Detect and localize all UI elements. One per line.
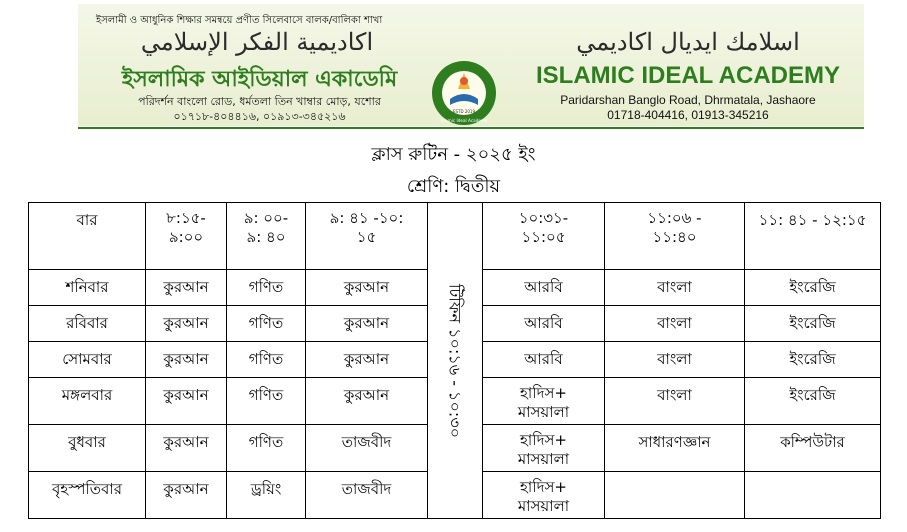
subject-cell: কুরআন bbox=[146, 342, 227, 378]
tiffin-break-column bbox=[428, 203, 483, 519]
subject-cell: ইংরেজি bbox=[745, 306, 881, 342]
subject-cell: আরবি bbox=[483, 342, 605, 378]
subject-cell: কুরআন bbox=[146, 425, 227, 472]
arabic-name-left: ﺍﻛﺎﺩﻳﻤﻴﺔ ﺍﻟﻔﻜﺮ ﺍﻹﺳﻼﻣﻲ bbox=[140, 28, 374, 56]
subject-cell: বাংলা bbox=[605, 378, 745, 425]
header-period-4: ১০:৩১- ১১:০৫ bbox=[483, 203, 605, 270]
logo-text: Islamic Ideal Academy bbox=[440, 118, 488, 123]
subject-cell bbox=[605, 472, 745, 519]
day-cell: সোমবার bbox=[29, 342, 146, 378]
subject-cell: আরবি bbox=[483, 306, 605, 342]
day-cell: শনিবার bbox=[29, 270, 146, 306]
header-day: বার bbox=[29, 203, 146, 270]
academy-name-bangla: ইসলামিক আইডিয়াল একাডেমি bbox=[121, 67, 398, 92]
day-cell: বৃহস্পতিবার bbox=[29, 472, 146, 519]
class-label: শ্রেণি: দ্বিতীয় bbox=[406, 176, 501, 197]
subject-cell: কুরআন bbox=[306, 306, 428, 342]
subject-cell: গণিত bbox=[227, 306, 306, 342]
academy-name-english: ISLAMIC IDEAL ACADEMY bbox=[535, 62, 840, 89]
subject-cell: কুরআন bbox=[306, 270, 428, 306]
subject-cell: বাংলা bbox=[605, 342, 745, 378]
subject-cell: হাদিস+ মাসয়ালা bbox=[483, 472, 605, 519]
subject-cell: কুরআন bbox=[146, 306, 227, 342]
day-cell: বুধবার bbox=[29, 425, 146, 472]
day-cell: রবিবার bbox=[29, 306, 146, 342]
subject-cell: ড্রয়িং bbox=[227, 472, 306, 519]
routine-table bbox=[28, 202, 881, 519]
subject-cell: আরবি bbox=[483, 270, 605, 306]
header-period-1: ৮:১৫- ৯:০০ bbox=[146, 203, 227, 270]
subject-cell: হাদিস+ মাসয়ালা bbox=[483, 378, 605, 425]
subject-cell: কুরআন bbox=[306, 342, 428, 378]
subject-cell: তাজবীদ bbox=[306, 425, 428, 472]
subject-cell: গণিত bbox=[227, 342, 306, 378]
address-english: Paridarshan Banglo Road, Dhrmatala, Jashaore bbox=[560, 93, 816, 107]
table-header-row bbox=[29, 203, 881, 270]
subject-cell: কুরআন bbox=[306, 378, 428, 425]
subject-cell: হাদিস+ মাসয়ালা bbox=[483, 425, 605, 472]
header-banner bbox=[78, 4, 864, 126]
subject-cell: তাজবীদ bbox=[306, 472, 428, 519]
subject-cell: গণিত bbox=[227, 270, 306, 306]
arabic-name-right: ﺍﺳﻼﻣﻚ ﺍﻳﺪﻳﺎﻝ ﺍﻛﺎﺩﻳﻤﻲ bbox=[576, 28, 800, 56]
header-period-3: ৯: ৪১ -১০: ১৫ bbox=[306, 203, 428, 270]
subject-cell: ইংরেজি bbox=[745, 378, 881, 425]
subject-cell bbox=[745, 472, 881, 519]
phone-bangla: ০১৭১৮-৪০৪৪১৬, ০১৯১৩-৩৪৫২১৬ bbox=[173, 110, 346, 123]
subject-cell: কুরআন bbox=[146, 472, 227, 519]
subject-cell: কম্পিউটার bbox=[745, 425, 881, 472]
subject-cell: ইংরেজি bbox=[745, 342, 881, 378]
day-cell: মঙ্গলবার bbox=[29, 378, 146, 425]
header-period-5: ১১:০৬ - ১১:৪০ bbox=[605, 203, 745, 270]
routine-title: ক্লাস রুটিন - ২০২৫ ইং bbox=[371, 144, 536, 165]
subject-cell: সাধারণজ্ঞান bbox=[605, 425, 745, 472]
header-divider bbox=[78, 127, 864, 129]
header-period-2: ৯: ০০- ৯: ৪০ bbox=[227, 203, 306, 270]
address-bangla: পরিদর্শন বাংলো রোড, ধর্মতলা তিন খাম্বার মোড়, যশোর bbox=[138, 95, 381, 108]
subject-cell: কুরআন bbox=[146, 378, 227, 425]
subject-cell: গণিত bbox=[227, 378, 306, 425]
subject-cell: গণিত bbox=[227, 425, 306, 472]
tiffin-label: টিফিন ১০:১৬ - ১০:৩০ bbox=[445, 283, 465, 438]
academy-logo bbox=[430, 59, 498, 127]
header-tagline: ইসলামী ও আধুনিক শিক্ষার সমন্বয়ে প্রণীত সিলেবাসে বালক/বালিকা শাখা bbox=[96, 15, 383, 26]
subject-cell: বাংলা bbox=[605, 306, 745, 342]
phone-english: 01718-404416, 01913-345216 bbox=[607, 108, 769, 122]
subject-cell: কুরআন bbox=[146, 270, 227, 306]
subject-cell: বাংলা bbox=[605, 270, 745, 306]
subject-cell: ইংরেজি bbox=[745, 270, 881, 306]
logo-year: ESTD 2019 bbox=[452, 109, 476, 114]
header-period-6: ১১: ৪১ - ১২:১৫ bbox=[745, 203, 881, 270]
